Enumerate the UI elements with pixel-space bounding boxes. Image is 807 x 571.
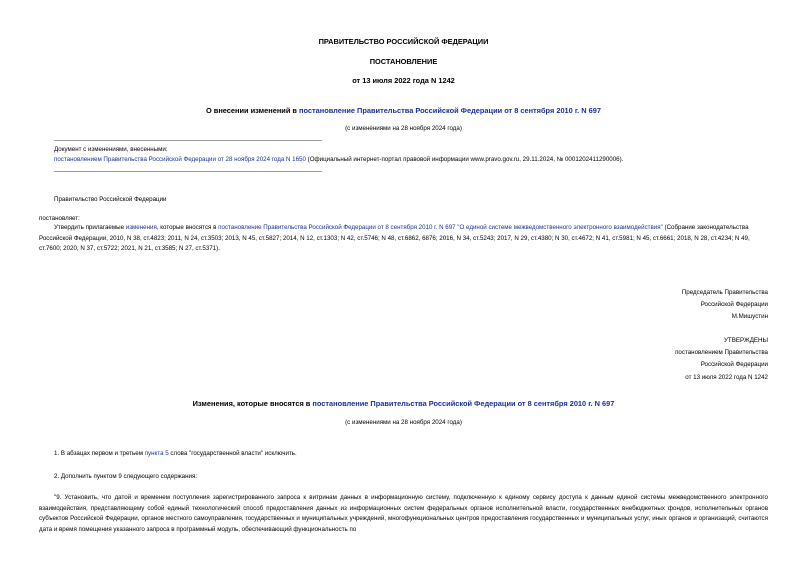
signature-org: Российской Федерации: [700, 301, 768, 309]
annex-title: [0, 399, 807, 408]
government-heading: ПРАВИТЕЛЬСТВО РОССИЙСКОЙ ФЕДЕРАЦИИ: [318, 37, 489, 46]
approval-line-4: от 13 июля 2022 года N 1242: [685, 373, 768, 381]
signature-name: М.Мишустин: [731, 313, 768, 321]
annex-item-2: 2. Дополнить пунктом 9 следующего содержания:: [54, 473, 198, 480]
annex-title-prefix: Изменения, которые вносятся в: [192, 399, 313, 408]
annex-title-link[interactable]: постановление Правительства Российской Федерации от 8 сентября 2010 г. N 697: [312, 399, 615, 408]
document-date-number: от 13 июля 2022 года N 1242: [352, 76, 455, 85]
resolution-paragraph: [39, 223, 768, 255]
approval-stamp: [675, 335, 768, 384]
annex-item-1: [54, 450, 297, 457]
issuing-authority: Правительство Российской Федерации: [54, 196, 167, 203]
item-1-start: 1. В абзацах первом и третьем: [54, 450, 145, 457]
signature-position: Председатель Правительства: [681, 289, 768, 296]
annex-item-3: "9. Установить, что датой и временем поступления зарегистрированного запроса к витринам данных в информационную систему, подключенную к единому сервису доступа к данным единой системы межведомственного электронного взаимодействия, представляющему собой единый технологический способ предоставления данных из информационных систем федеральных органов исполнительной власти, государственных внебюджетных фондов, исполнительных органов субъектов Российской Федерации, органов местного самоуправления, государственных и муниципальных учреждений, многофункциональных центров предоставления государственных и муниципальных услуг, иных органов и организаций, считаются дата и время помещения указанного запроса в программный модуль, обеспечивающий функциональность по: [39, 494, 768, 533]
changes-box-top-rule: [54, 140, 322, 141]
annex-revision-note: (с изменениями на 28 ноября 2024 года): [345, 419, 462, 426]
resolution-text-mid: , которые вносятся в: [156, 224, 219, 231]
changes-box-source: [54, 156, 623, 163]
clause-5-link[interactable]: пункта 5: [144, 450, 169, 457]
document-type: ПОСТАНОВЛЕНИЕ: [369, 57, 438, 66]
approval-line-3: Российской Федерации: [700, 361, 768, 369]
approval-heading: УТВЕРЖДЕНЫ: [724, 337, 768, 344]
changes-link[interactable]: изменения: [125, 224, 157, 231]
resolves-word: постановляет:: [39, 215, 80, 222]
base-act-link[interactable]: постановление Правительства Российской Федерации от 8 сентября 2010 г. N 697 "О единой системе межведомственного электронного взаимодействия": [218, 224, 663, 231]
title-prefix: О внесении изменений в: [205, 106, 300, 115]
resolution-text-end: (Собрание законодательства Российской Федерации, 2010, N 38, ст.4823; 2011, N 24, ст.3503; 2013, N 45, ст.5827; 2014, N 12, ст.1303; N 42, ст.5746; N 48, ст.6862, 6876; 2016, N 34, ст.5243; 2017, N 29, ст.4380; N 30, ст.4672; N 41, ст.5981; N 45, ст.6661; 2018, N 28, ст.4234; N 49, ст.7600; 2020, N 37, ст.5722; 2021, N 21, ст.3585; N 27, ст.5371).: [39, 224, 750, 252]
changes-box-bottom-rule: [54, 171, 322, 172]
signature-block: [682, 287, 768, 324]
item-1-end: слова "государственной власти" исключить.: [168, 450, 297, 457]
revision-note: (с изменениями на 28 ноября 2024 года): [345, 125, 462, 132]
title-link[interactable]: постановление Правительства Российской Федерации от 8 сентября 2010 г. N 697: [299, 106, 601, 115]
resolution-text-start: Утвердить прилагаемые: [54, 224, 126, 231]
document-title: [0, 106, 807, 115]
changes-box-label: Документ с изменениями, внесенными:: [54, 146, 168, 153]
approval-line-2: постановлением Правительства: [675, 349, 768, 357]
changes-box-publication: (Официальный интернет-портал правовой информации www.pravo.gov.ru, 29.11.2024, № 0001202411290006).: [305, 156, 624, 163]
amending-act-link[interactable]: постановлением Правительства Российской Федерации от 28 ноября 2024 года N 1650: [54, 156, 306, 163]
